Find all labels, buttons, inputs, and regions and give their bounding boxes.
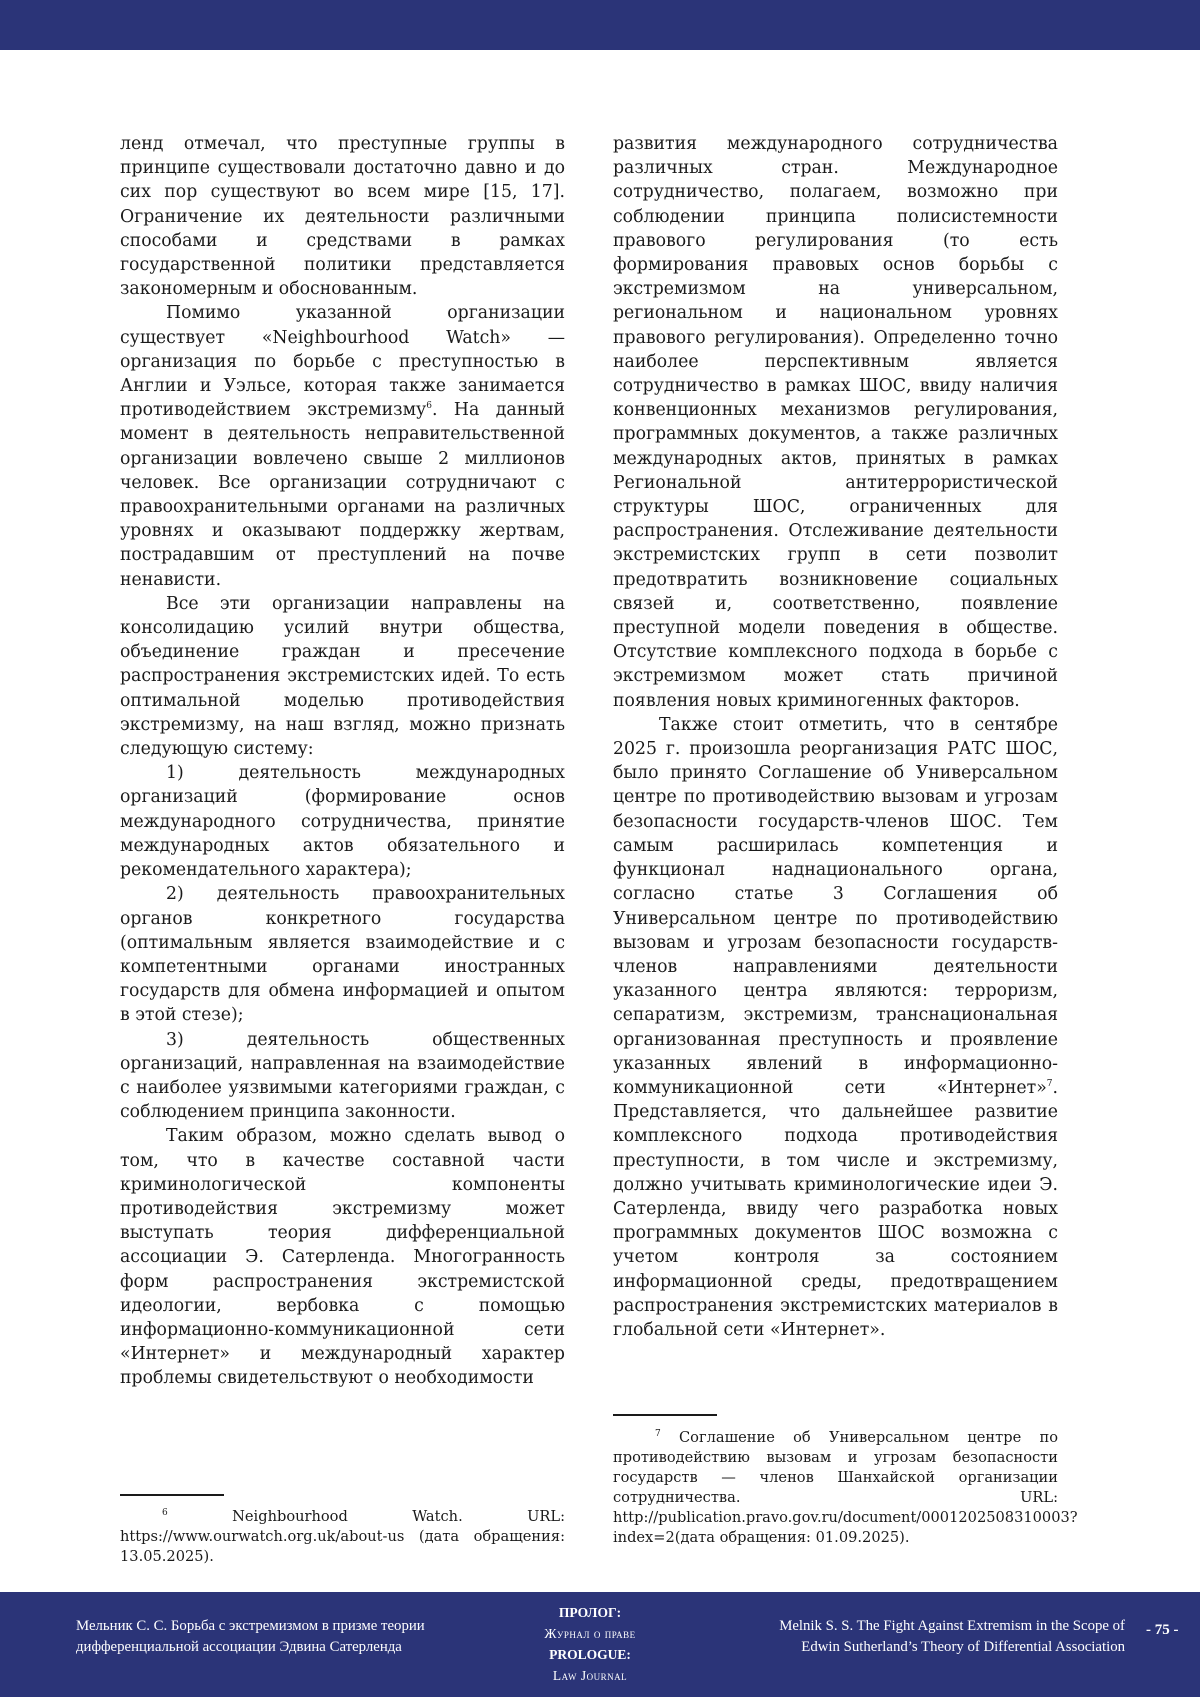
footnote-number: 6 bbox=[162, 1508, 168, 1519]
footer-citation-line: дифференциальной ассоциации Эдвина Сатерленда bbox=[76, 1639, 402, 1655]
header-bar bbox=[0, 0, 1200, 50]
footnote-divider bbox=[120, 1494, 224, 1496]
footer-citation-line: Melnik S. S. The Fight Against Extremism in the Scope of bbox=[779, 1618, 1125, 1634]
journal-title-en: PROLOGUE: bbox=[549, 1647, 631, 1662]
paragraph: ленд отмечал, что преступные группы в принципе существовали достаточно давно и до сих пор существуют во всем мире [15, 17]. Ограничение их деятельности различными способами и средствами в рамках государственной политики представляется закономерным и обоснованным. bbox=[120, 134, 565, 300]
footnote-divider bbox=[613, 1414, 717, 1416]
footer-citation-line: Мельник С. С. Борьба с экстремизмом в призме теории bbox=[76, 1618, 425, 1634]
paragraph-text: . На данный момент в деятельность неправительственной организации вовлечено свыше 2 миллионов человек. Все организации сотрудничают с правоохранительными органами на различных уровнях и оказывают поддержку жертвам, пострадавшим от преступлений на почве ненависти. bbox=[120, 400, 566, 590]
paragraph: развития международного сотрудничества различных стран. Международное сотрудничество, полагаем, возможно при соблюдении принципа полисистемности правового регулирования (то есть формирования правовых основ борьбы с экстремизмом на универсальном, региональном и национальном уровнях правового регулирования). Определенно точно наиболее перспективным является сотрудничество в рамках ШОС, ввиду наличия конвенционных механизмов регулирования, программных документов, а также различных международных актов, принятых в рамках Региональной антитеррористической структуры ШОС, ограниченных для распространения. Отслеживание деятельности экстремистских групп в сети позволит предотвратить возникновение социальных связей и, соответственно, появление преступной модели поведения в обществе. Отсутствие комплексного подхода в борьбе с экстремизмом может стать причиной появления новых криминогенных факторов. bbox=[613, 134, 1058, 711]
page-footer bbox=[0, 1592, 1200, 1697]
paragraph-text: Также стоит отметить, что в сентябре 2025 г. произошла реорганизация РАТС ШОС, было принято Соглашение об Универсальном центре по противодействию вызовам и угрозам безопасности государств-членов ШОС. Тем самым расширилась компетенция и функционал наднационального органа, согласно статье 3 Соглашения об Универсальном центре по противодействию вызовам и угрозам безопасности государств-членов направлениями деятельности указанного центра являются: терроризм, сепаратизм, экстремизм, транснациональная организованная преступность и проявление указанных явлений в информационно-коммуникационной сети «Интернет» bbox=[613, 714, 1058, 1098]
footnote-7 bbox=[613, 1428, 1078, 1548]
left-text-column bbox=[120, 132, 565, 1391]
footer-citation-line: Edwin Sutherland’s Theory of Differential Association bbox=[801, 1639, 1125, 1655]
paragraph-text: Помимо указанной организации существует «Neighbourhood Watch» — организация по борьбе с преступностью в Англии и Уэльсе, которая также занимается противодействием экстремизму bbox=[120, 303, 565, 421]
list-item: 2) деятельность правоохранительных органов конкретного государства (оптимальным является взаимодействие и с компетентными органами иностранных государств для обмена информацией и опытом в этой стезе); bbox=[120, 884, 565, 1026]
paragraph: Таким образом, можно сделать вывод о том, что в качестве составной части криминологической компоненты противодействия экстремизму может выступать теория дифференциальной ассоциации Э. Сатерленда. Многогранность форм распространения экстремистской идеологии, вербовка с помощью информационно-коммуникационной сети «Интернет» и международный характер проблемы свидетельствуют о необходимости bbox=[120, 1126, 565, 1389]
footnote-number: 7 bbox=[655, 1429, 661, 1440]
paragraph bbox=[613, 713, 1058, 1342]
footer-citation-en bbox=[700, 1616, 1125, 1658]
paragraph-text: . Представляется, что дальнейшее развитие комплексного подхода противодействия преступности, в том числе и экстремизму, должно учитывать криминологические идеи Э. Сатерленда, ввиду чего разработка новых программных документов ШОС возможна с учетом контроля за состоянием информационной среды, предотвращением распространения экстремистских материалов в глобальной сети «Интернет». bbox=[613, 1077, 1058, 1340]
paragraph bbox=[120, 301, 565, 591]
list-item: 3) деятельность общественных организаций, направленная на взаимодействие с наиболее уязвимыми категориями граждан, с соблюдением принципа законности. bbox=[120, 1029, 565, 1123]
footer-citation-ru bbox=[76, 1616, 496, 1658]
footnote-text: Neighbourhood Watch. URL: https://www.ourwatch.org.uk/about-us (дата обращения: 13.05.2025). bbox=[120, 1508, 566, 1565]
journal-subtitle-ru: Журнал о праве bbox=[544, 1626, 636, 1641]
footnote-ref-7[interactable]: 7 bbox=[1046, 1079, 1053, 1090]
list-item: 1) деятельность международных организаций (формирование основ международного сотрудничества, принятие международных актов обязательного и рекомендательного характера); bbox=[120, 763, 565, 881]
paragraph: Все эти организации направлены на консолидацию усилий внутри общества, объединение граждан и пресечение распространения экстремистских идей. То есть оптимальной моделью противодействия экстремизму, на наш взгляд, можно признать следующую систему: bbox=[120, 593, 565, 760]
journal-title-ru: ПРОЛОГ: bbox=[558, 1605, 622, 1620]
journal-subtitle-en: Law Journal bbox=[552, 1668, 628, 1683]
footnote-ref-6[interactable]: 6 bbox=[426, 401, 432, 412]
page-number: - 75 - bbox=[1146, 1622, 1179, 1638]
footnote-6 bbox=[120, 1507, 565, 1567]
footnote-text: Соглашение об Универсальном центре по противодействию вызовам и угрозам безопасности государств — членов Шанхайской организации сотрудничества. URL: http://publication.pravo.gov.ru/document/0001202508310003?index=2(дата обращения: 01.09.2025). bbox=[613, 1429, 1078, 1546]
right-text-column bbox=[613, 132, 1058, 1342]
journal-title bbox=[500, 1602, 680, 1686]
